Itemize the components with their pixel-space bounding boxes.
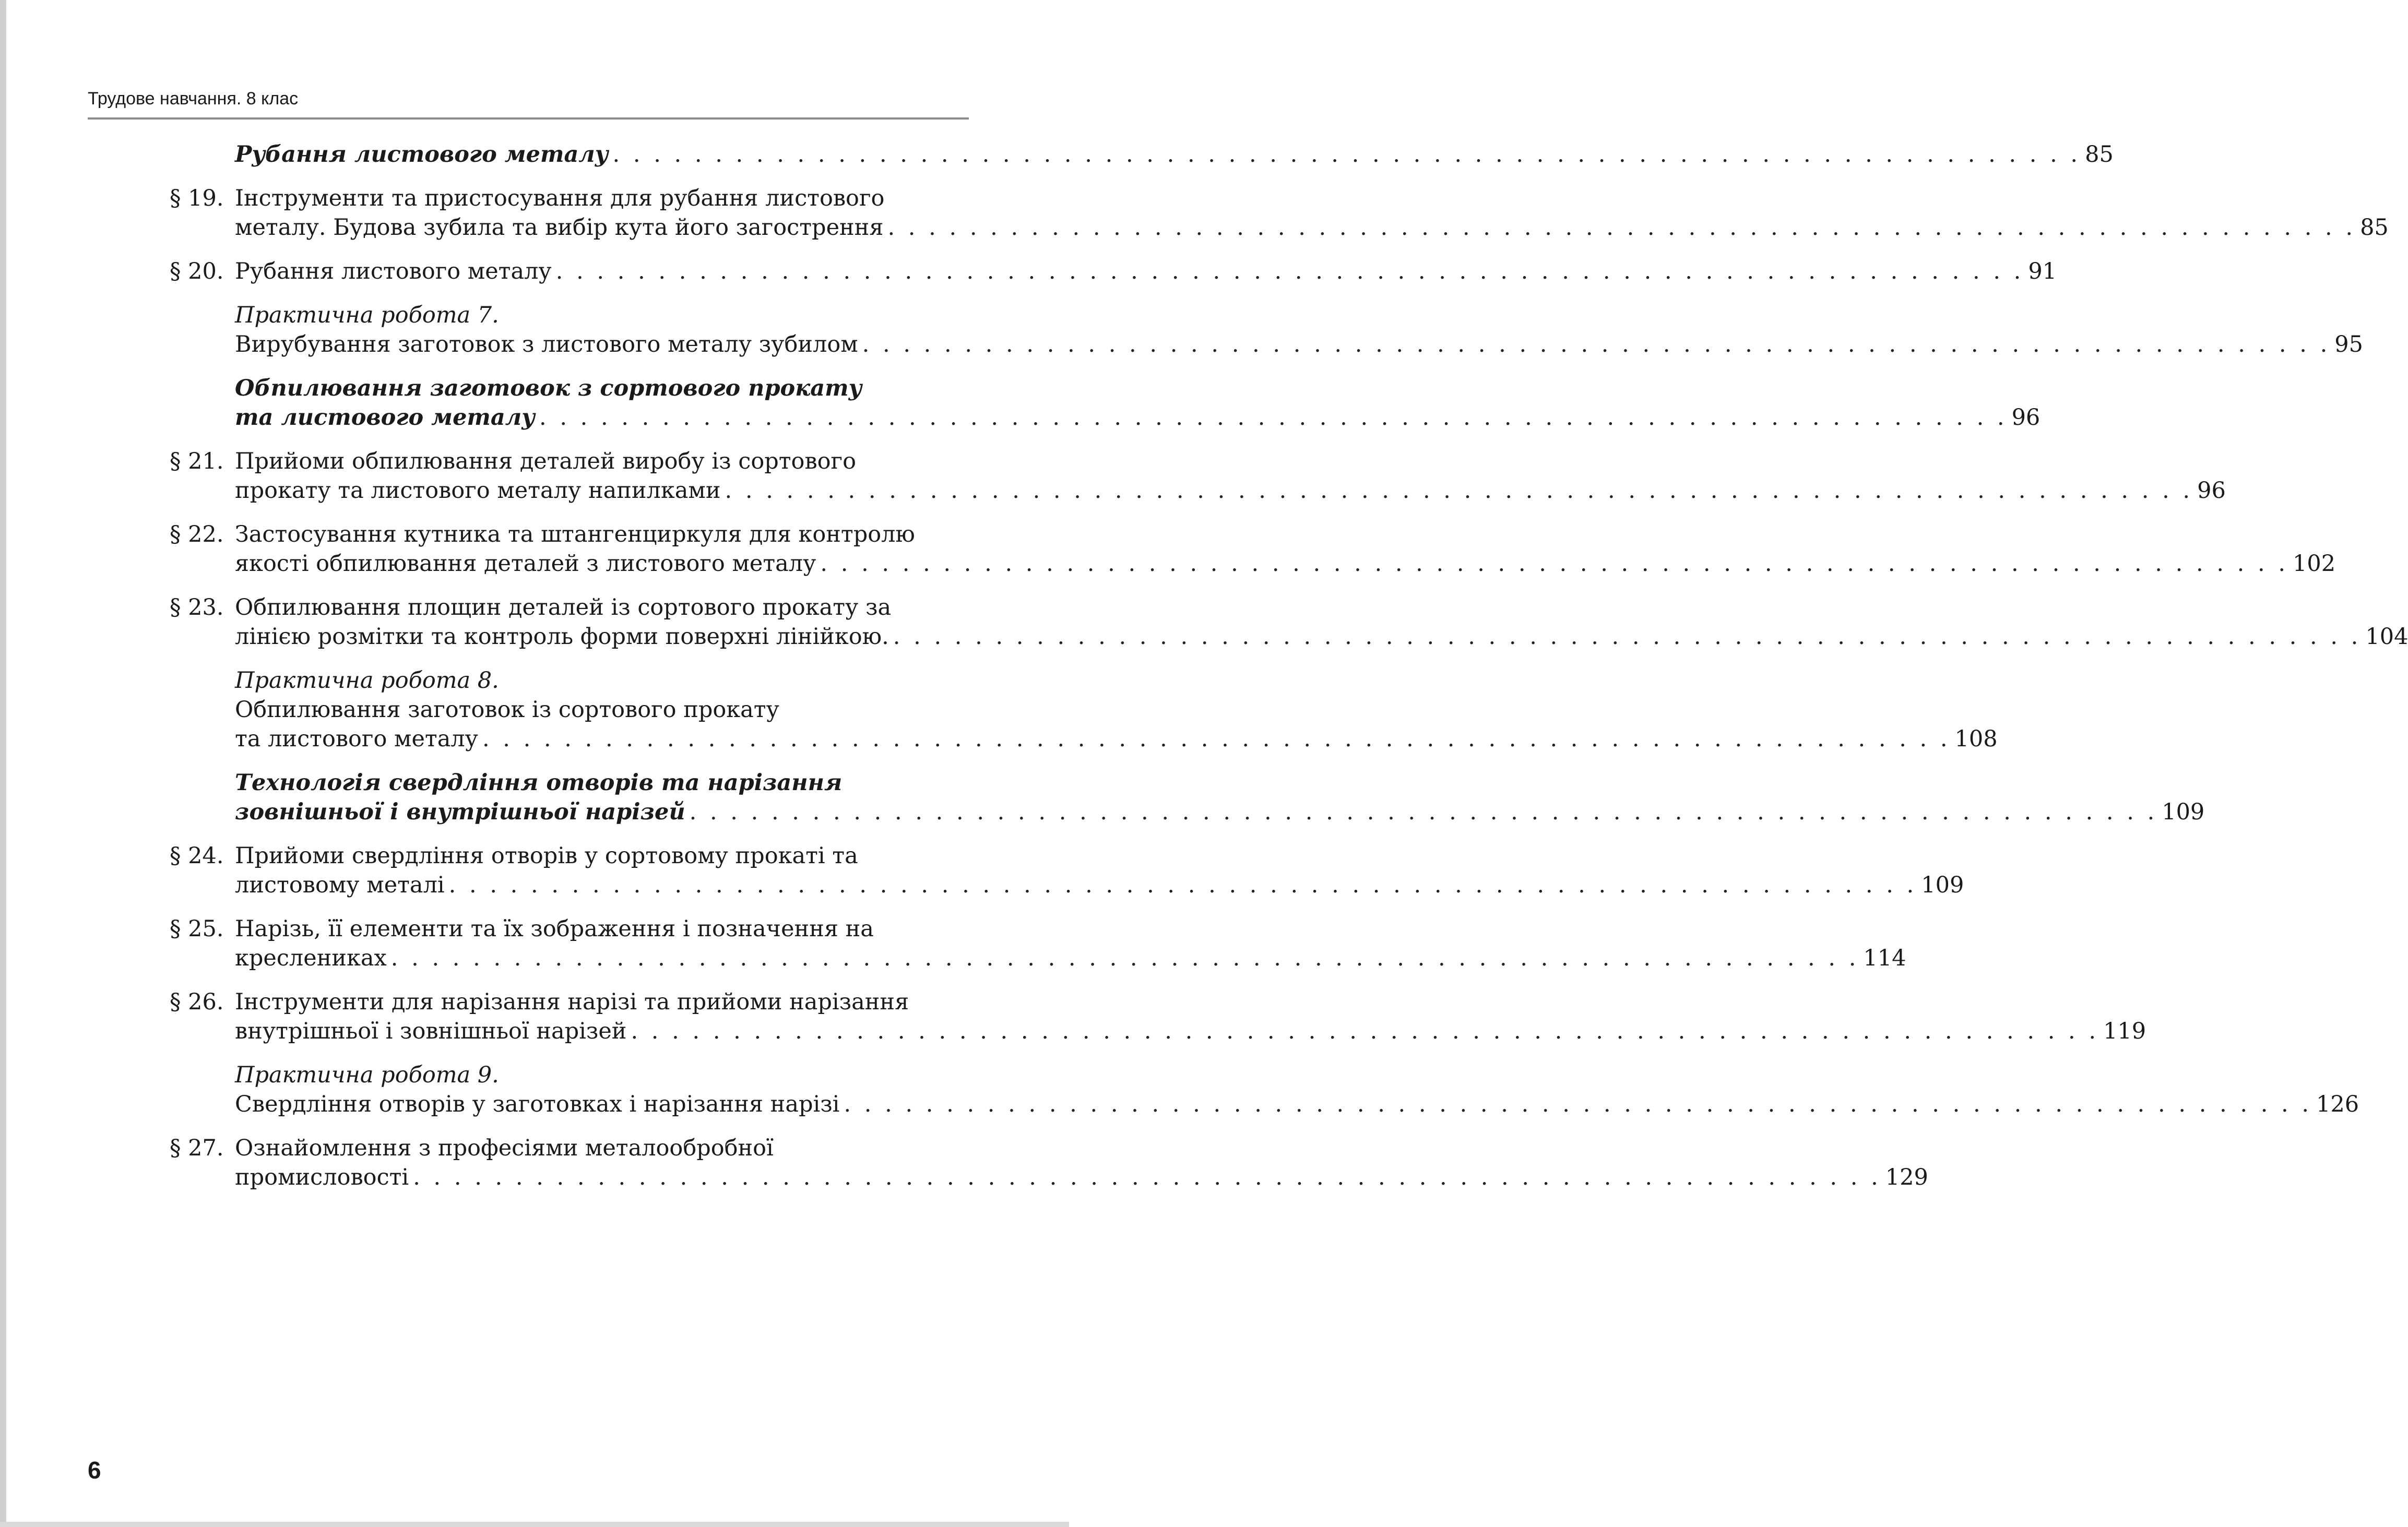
toc-page-number: 96 [2197, 478, 2226, 504]
toc-entry-title: промисловості [235, 1164, 409, 1190]
paragraph-number: § 22. [170, 521, 224, 547]
toc-entry-last-line [235, 797, 2205, 827]
dot-leader: . . . . . . . . . . . . . . . . . . . . . . . . . . . . . . . . . . . . . . . . . . . . . . . . . . . . . . . . . . . . . . . . . . . . . . . . [844, 1091, 2312, 1117]
toc-entry-last-line [235, 330, 2363, 359]
toc-entry-title: лінією розмітки та контроль форми поверхні лінійкою. [235, 624, 889, 650]
toc-entry [170, 914, 1906, 973]
toc-entry-line: Інструменти та пристосування для рубання листового [235, 185, 885, 211]
dot-leader: . . . . . . . . . . . . . . . . . . . . . . . . . . . . . . . . . . . . . . . . . . . . . . . . . . . . . . . . . . . . . . . . . . . . . . . . [887, 214, 2356, 241]
paragraph-number: § 20. [170, 258, 224, 284]
toc-entry-body [235, 184, 2389, 242]
toc-entry-body [235, 914, 1906, 973]
toc-entry-last-line [235, 257, 2057, 286]
toc-entry [170, 987, 2146, 1046]
toc-entry-title: Вирубування заготовок з листового металу зубилом [235, 331, 858, 357]
toc-page-number: 85 [2360, 214, 2389, 241]
dot-leader: . . . . . . . . . . . . . . . . . . . . . . . . . . . . . . . . . . . . . . . . . . . . . . . . . . . . . . . . . . . . . . . . . . . . . . . . [820, 551, 2288, 577]
toc-entry-body [235, 768, 2205, 827]
toc-entry-body [235, 666, 1998, 754]
dot-leader: . . . . . . . . . . . . . . . . . . . . . . . . . . . . . . . . . . . . . . . . . . . . . . . . . . . . . . . . . . . . . . . . . . . . . . . . [689, 799, 2158, 825]
toc-entry-last-line [235, 870, 1964, 900]
dot-leader: . . . . . . . . . . . . . . . . . . . . . . . . . . . . . . . . . . . . . . . . . . . . . . . . . . . . . . . . . . . . . . . . . . . . . . . . [539, 404, 2008, 431]
page-number: 6 [88, 1457, 101, 1484]
paragraph-number: § 19. [170, 185, 224, 211]
page-bottom-edge [0, 1522, 1069, 1527]
toc-entry-line: Прийоми обпилювання деталей виробу із сортового [235, 448, 856, 474]
dot-leader: . . . . . . . . . . . . . . . . . . . . . . . . . . . . . . . . . . . . . . . . . . . . . . . . . . . . . . . . . . . . . . . . . . . . . . . . [631, 1018, 2099, 1044]
toc-entry-title: Рубання листового металу [235, 258, 552, 284]
toc-entry-last-line [235, 213, 2389, 242]
dot-leader: . . . . . . . . . . . . . . . . . . . . . . . . . . . . . . . . . . . . . . . . . . . . . . . . . . . . . . . . . . . . . . . . . . . . . . . . [893, 624, 2362, 650]
dot-leader: . . . . . . . . . . . . . . . . . . . . . . . . . . . . . . . . . . . . . . . . . . . . . . . . . . . . . . . . . . . . . . . . . . . . . . . . [448, 872, 1917, 898]
practical-work-label: Практична робота 7. [235, 302, 499, 328]
dot-leader: . . . . . . . . . . . . . . . . . . . . . . . . . . . . . . . . . . . . . . . . . . . . . . . . . . . . . . . . . . . . . . . . . . . . . . . . [390, 945, 1859, 971]
toc-entry-title: зовнішньої і внутрішньої нарізей [235, 799, 685, 825]
toc-entry-line: Обпилювання заготовок з сортового прокату [235, 375, 862, 401]
toc-entry-title: якості обпилювання деталей з листового металу [235, 551, 816, 577]
toc-entry-title: креслениках [235, 945, 387, 971]
practical-work-label: Практична робота 8. [235, 667, 499, 694]
toc-entry-last-line [235, 1090, 2359, 1119]
toc-entry-line: Інструменти для нарізання нарізі та прийоми нарізання [235, 989, 909, 1015]
toc-entry-line: Застосування кутника та штангенциркуля для контролю [235, 521, 915, 547]
toc-entry [170, 1134, 1928, 1192]
toc-entry [170, 768, 2205, 827]
header-rule [88, 117, 969, 120]
dot-leader: . . . . . . . . . . . . . . . . . . . . . . . . . . . . . . . . . . . . . . . . . . . . . . . . . . . . . . . . . . . . . . . . . . . . . . . . [482, 726, 1951, 752]
toc-entry-body [235, 140, 2114, 169]
toc-entry-body [235, 1134, 1928, 1192]
dot-leader: . . . . . . . . . . . . . . . . . . . . . . . . . . . . . . . . . . . . . . . . . . . . . . . . . . . . . . . . . . . . . . . . . . . . . . . . [612, 141, 2081, 168]
toc-entry [170, 257, 2057, 286]
dot-leader: . . . . . . . . . . . . . . . . . . . . . . . . . . . . . . . . . . . . . . . . . . . . . . . . . . . . . . . . . . . . . . . . . . . . . . . . [725, 478, 2193, 504]
toc-page-number: 108 [1954, 726, 1998, 752]
toc-entry-title: прокату та листового металу напилками [235, 478, 721, 504]
page-left-edge [0, 0, 6, 1527]
toc-entry-body [235, 1060, 2359, 1119]
toc-page-number: 102 [2293, 551, 2336, 577]
toc-entry-title: та листового металу [235, 726, 478, 752]
running-head: Трудове навчання. 8 клас [88, 89, 299, 109]
toc-page-number: 104 [2365, 624, 2408, 650]
toc-entry [170, 841, 1964, 900]
toc-entry-last-line [235, 724, 1998, 754]
toc-entry [170, 520, 2336, 578]
toc-entry-body [235, 593, 2408, 651]
paragraph-number: § 23. [170, 594, 224, 621]
paragraph-number: § 27. [170, 1135, 224, 1161]
toc-page-number: 129 [1885, 1164, 1928, 1190]
toc-entry [170, 374, 2041, 432]
toc-entry [170, 1060, 2359, 1119]
toc-page-number: 114 [1863, 945, 1906, 971]
toc-entry-line: Обпилювання площин деталей із сортового прокату за [235, 594, 892, 621]
toc-entry-last-line [235, 476, 2226, 505]
paragraph-number: § 26. [170, 989, 224, 1015]
paragraph-number: § 25. [170, 916, 224, 942]
toc-entry [170, 184, 2389, 242]
toc-entry-title: листовому металі [235, 872, 445, 898]
toc-entry [170, 140, 2114, 169]
toc-entry-last-line [235, 1017, 2146, 1046]
toc-page-number: 95 [2334, 331, 2363, 357]
toc-entry-title: Свердління отворів у заготовках і нарізання нарізі [235, 1091, 840, 1117]
toc-page-number: 96 [2011, 404, 2041, 431]
toc-page-number: 126 [2316, 1091, 2359, 1117]
toc-page-number: 109 [1921, 872, 1964, 898]
toc-entry-last-line [235, 1163, 1928, 1192]
toc-entry-body [235, 520, 2336, 578]
practical-work-label: Практична робота 9. [235, 1062, 499, 1088]
toc-entry-line: Обпилювання заготовок із сортового прокату [235, 697, 779, 723]
toc-entry-last-line [235, 140, 2114, 169]
toc-page-number: 109 [2162, 799, 2205, 825]
toc-entry-body [235, 374, 2041, 432]
table-of-contents [170, 140, 2408, 1207]
toc-entry-title: металу. Будова зубила та вибір кута його загострення [235, 214, 884, 241]
paragraph-number: § 24. [170, 843, 224, 869]
toc-page-number: 85 [2085, 141, 2114, 168]
toc-entry-line: Нарізь, її елементи та їх зображення і позначення на [235, 916, 874, 942]
toc-entry-title: Рубання листового металу [235, 141, 609, 168]
toc-entry-last-line [235, 944, 1906, 973]
toc-entry [170, 301, 2363, 359]
dot-leader: . . . . . . . . . . . . . . . . . . . . . . . . . . . . . . . . . . . . . . . . . . . . . . . . . . . . . . . . . . . . . . . . . . . . . . . . [862, 331, 2331, 357]
toc-entry [170, 593, 2408, 651]
toc-entry-line: Технологія свердління отворів та нарізання [235, 770, 843, 796]
toc-entry [170, 447, 2226, 505]
toc-entry-title: та листового металу [235, 404, 535, 431]
toc-entry-body [235, 257, 2057, 286]
toc-entry-body [235, 987, 2146, 1046]
paragraph-number: § 21. [170, 448, 224, 474]
toc-entry-body [235, 841, 1964, 900]
toc-entry-line: Ознайомлення з професіями металообробної [235, 1135, 774, 1161]
dot-leader: . . . . . . . . . . . . . . . . . . . . . . . . . . . . . . . . . . . . . . . . . . . . . . . . . . . . . . . . . . . . . . . . . . . . . . . . [555, 258, 2024, 284]
toc-entry-body [235, 447, 2226, 505]
toc-entry-title: внутрішньої і зовнішньої нарізей [235, 1018, 627, 1044]
toc-entry-body [235, 301, 2363, 359]
toc-entry [170, 666, 1998, 754]
dot-leader: . . . . . . . . . . . . . . . . . . . . . . . . . . . . . . . . . . . . . . . . . . . . . . . . . . . . . . . . . . . . . . . . . . . . . . . . [413, 1164, 1881, 1190]
toc-entry-last-line [235, 549, 2336, 578]
toc-entry-last-line [235, 622, 2408, 651]
toc-page-number: 119 [2103, 1018, 2146, 1044]
toc-entry-line: Прийоми свердління отворів у сортовому прокаті та [235, 843, 858, 869]
toc-entry-last-line [235, 403, 2041, 432]
toc-page-number: 91 [2028, 258, 2057, 284]
